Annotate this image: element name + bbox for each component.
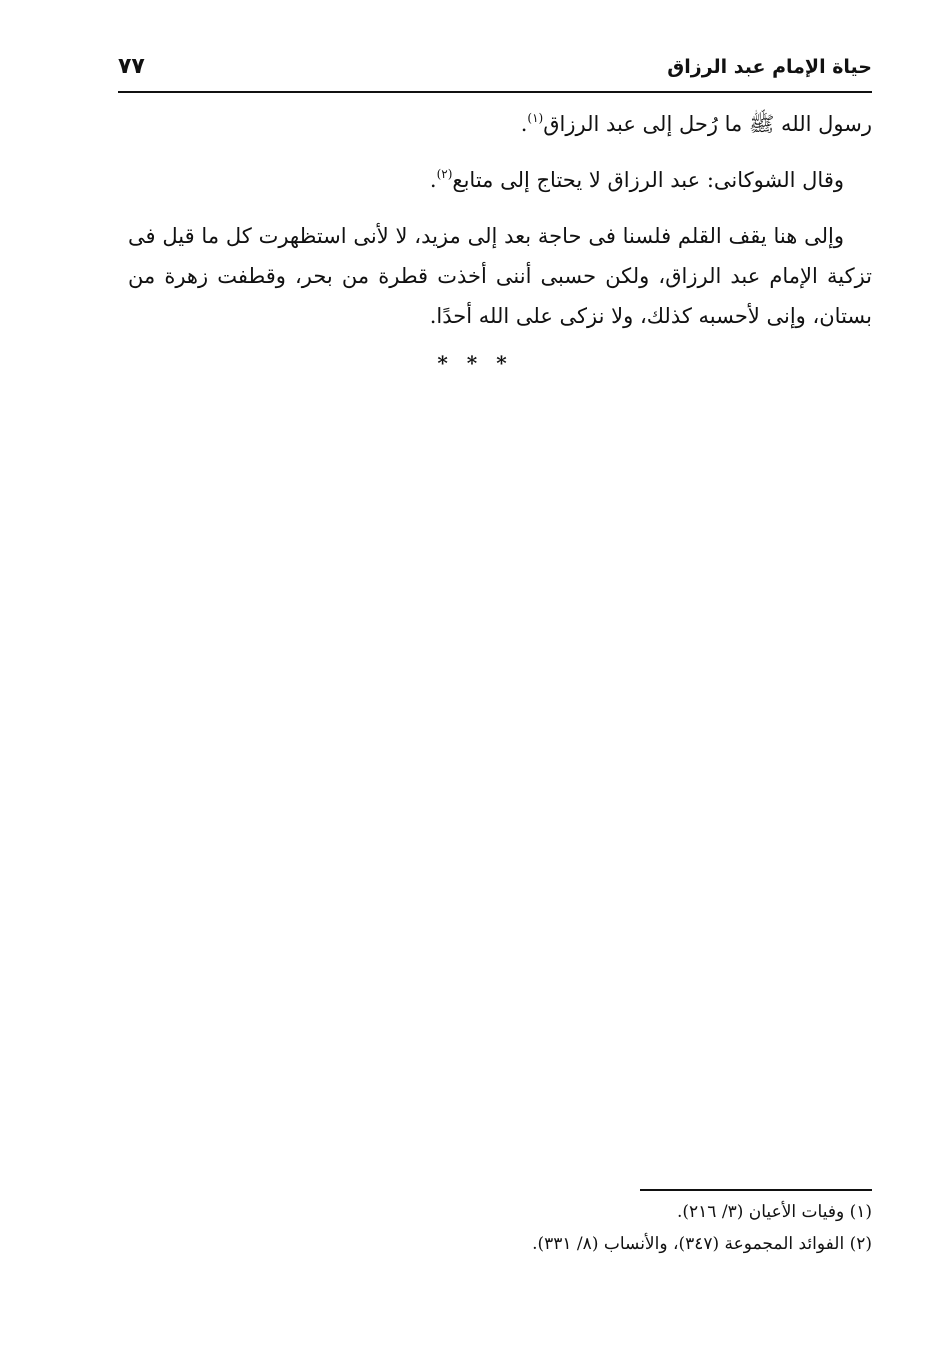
- paragraph-text: وقال الشوكانى: عبد الرزاق لا يحتاج إلى متابع: [452, 168, 844, 192]
- paragraph-end: .: [429, 168, 437, 192]
- paragraph-text: رسول الله ﷺ ما رُحل إلى عبد الرزاق: [543, 112, 872, 136]
- header-rule: [118, 91, 872, 93]
- paragraph: [128, 160, 872, 200]
- paragraph-end: .: [520, 112, 528, 136]
- footnote-ref: (١): [527, 111, 544, 125]
- section-divider: * * *: [437, 351, 513, 375]
- page-header: [118, 52, 872, 92]
- footnote-rule: [640, 1189, 872, 1191]
- footnote-ref: (٢): [436, 167, 453, 181]
- footnotes: [128, 1196, 872, 1260]
- footnote: (١) وفيات الأعيان (٣/ ٢١٦).: [677, 1202, 872, 1222]
- main-text: [128, 104, 872, 336]
- paragraph: [128, 104, 872, 144]
- footnote: (٢) الفوائد المجموعة (٣٤٧)، والأنساب (٨/ ٣٣١).: [532, 1234, 872, 1254]
- running-title: حياة الإمام عبد الرزاق: [667, 56, 872, 78]
- page-number: ٧٧: [118, 54, 145, 79]
- paragraph: وإلى هنا يقف القلم فلسنا فى حاجة بعد إلى مزيد، لا لأنى استظهرت كل ما قيل فى تزكية الإمام عبد الرزاق، ولكن حسبى أننى أخذت قطرة من بحر، وقطفت زهرة من بستان، وإنى لأحسبه كذلك، ولا نزكى على الله أحدًا.: [128, 224, 872, 328]
